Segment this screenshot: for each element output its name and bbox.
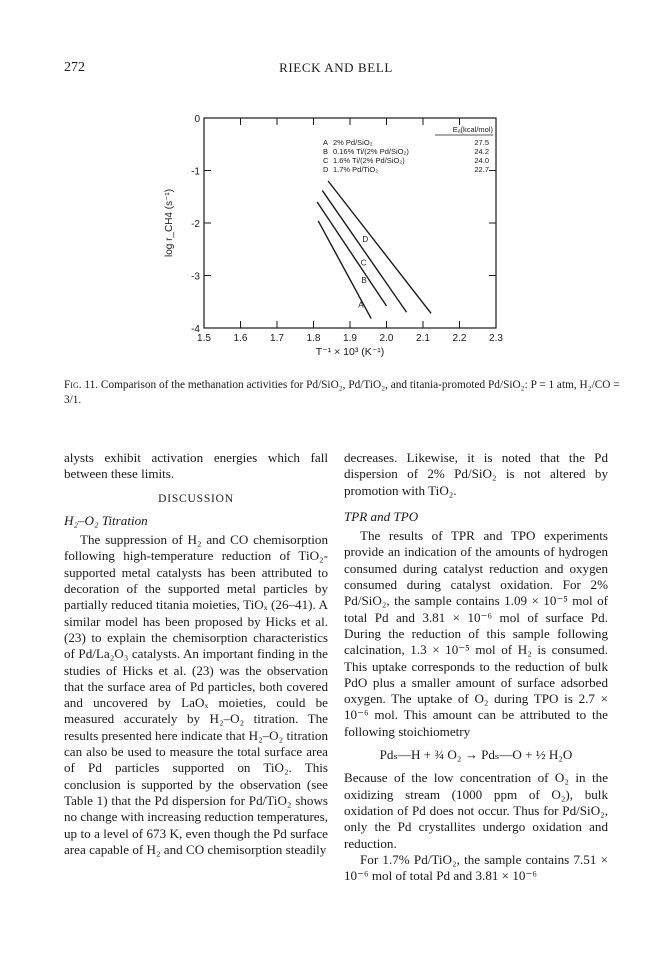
right-column <box>344 450 608 884</box>
series-letter-d: D <box>362 234 369 244</box>
x-axis-label: T⁻¹ × 10³ (K⁻¹) <box>315 346 385 358</box>
chart-legend <box>323 125 493 174</box>
legend-letter: A <box>323 138 329 147</box>
left-column <box>64 450 328 858</box>
series-lines <box>317 181 431 319</box>
right-intro-paragraph: decreases. Likewise, it is noted that the Pd dispersion of 2% Pd/SiO₂ is not altered by promotion with TiO₂. <box>344 450 608 498</box>
legend-series-name: 1.7% Pd/TiO₂ <box>333 165 379 174</box>
legend-series-name: 1.6% Ti/(2% Pd/SiO₂) <box>333 156 405 165</box>
x-tick-label: 2.2 <box>452 333 467 344</box>
y-tick-label: 0 <box>194 114 200 125</box>
left-intro-paragraph: alysts exhibit activation energies which fall between these limits. <box>64 450 328 482</box>
legend-activation-energy: 24.2 <box>474 147 489 156</box>
x-tick-label: 1.5 <box>197 333 211 344</box>
legend-activation-energy: 22.7 <box>474 165 489 174</box>
legend-header: Eₐ(kcal/mol) <box>452 125 493 134</box>
y-tick-label: -1 <box>191 166 200 178</box>
y-axis-label: log r_CH4 (s⁻¹) <box>164 188 175 258</box>
pd-tio2-paragraph: For 1.7% Pd/TiO₂, the sample contains 7.51 × 10⁻⁶ mol of total Pd and 3.81 × 10⁻⁶ <box>344 851 608 884</box>
series-line-b <box>317 202 386 306</box>
series-line-d <box>328 181 431 313</box>
page-number: 272 <box>64 60 85 75</box>
x-tick-label: 1.6 <box>233 333 248 344</box>
legend-series-name: 0.16% Ti/(2% Pd/SiO₂) <box>333 147 409 156</box>
section-heading-discussion: DISCUSSION <box>158 492 234 505</box>
arrhenius-chart <box>150 100 530 370</box>
legend-letter: C <box>323 156 329 165</box>
figure-label: Fig. 11. <box>64 379 99 391</box>
subsection-heading-tpr-tpo: TPR and TPO <box>344 508 419 524</box>
x-tick-label: 2.3 <box>489 333 503 344</box>
oxidation-paragraph: Because of the low concentration of O₂ in the oxidizing stream (1000 ppm of O₂), bulk oxidation of Pd does not occur. Thus for Pd/SiO₂, only the Pd crystallites undergo oxidation and reduction. <box>344 770 608 851</box>
stoichiometry-equation: Pdₛ—H + ¾ O₂ → Pdₛ—O + ½ H₂O <box>379 747 573 763</box>
figure-caption <box>64 378 624 408</box>
tpr-paragraph: The results of TPR and TPO experiments provide an indication of the amounts of hydrogen consumed during catalyst reduction and oxygen consumed during catalyst oxidation. For 2% Pd/SiO₂, the sample contains 1.09 × 10⁻⁵ mol of total Pd and 3.81 × 10⁻⁶ mol of surface Pd. During the reduction of this sample following calcination, 1.3 × 10⁻⁵ mol of H₂ is consumed. This uptake corresponds to the reduction of bulk PdO plus a smaller amount of surface adsorbed oxygen. The uptake of O₂ during TPO is 2.7 × 10⁻⁶ mol. This amount can be attributed to the following stoichiometry <box>344 528 608 739</box>
x-tick-label: 1.7 <box>270 333 284 344</box>
figure-caption-text: Comparison of the methanation activities for Pd/SiO₂, Pd/TiO₂, and titania-promoted Pd/SiO₂: P = 1 atm, H₂/CO = 3/1. <box>64 379 620 406</box>
legend-activation-energy: 27.5 <box>474 138 489 147</box>
x-tick-label: 1.9 <box>343 333 357 344</box>
series-letter-c: C <box>360 258 367 268</box>
running-head: RIECK AND BELL <box>279 60 393 75</box>
x-tick-label: 2.1 <box>416 333 430 344</box>
series-letter-a: A <box>358 300 364 310</box>
page-header <box>0 60 672 84</box>
legend-series-name: 2% Pd/SiO₂ <box>333 138 373 147</box>
legend-letter: B <box>323 147 329 156</box>
legend-letter: D <box>323 165 329 174</box>
y-tick-label: -3 <box>191 271 200 283</box>
subsection-heading-titration: H₂–O₂ Titration <box>64 512 148 528</box>
x-tick-label: 2.0 <box>379 333 394 344</box>
titration-paragraph: The suppression of H₂ and CO chemisorption following high-temperature reduction of TiO₂-supported metal catalysts has been attributed to decoration of the supported metal particles by partially reduced titania moieties, TiOₓ (26–41). A similar model has been proposed by Hicks et al. (23) to explain the chemisorption characteristics of Pd/La₂O₃ catalysts. An important finding in the studies of Hicks et al. (23) was the observation that the surface area of Pd particles, both covered and uncovered by LaOₓ moieties, could be measured accurately by H₂–O₂ titration. The results presented here indicate that H₂–O₂ titration can also be used to measure the total surface area of Pd particles supported on TiO₂. This conclusion is supported by the observation (see Table 1) that the Pd dispersion for Pd/TiO₂ shows no change with increasing reduction temperatures, up to a level of 673 K, even though the Pd surface area capable of H₂ and CO chemisorption steadily <box>64 532 328 857</box>
legend-activation-energy: 24.0 <box>474 156 489 165</box>
y-tick-label: -4 <box>191 324 200 335</box>
x-tick-label: 1.8 <box>306 333 321 344</box>
y-tick-label: -2 <box>191 219 200 230</box>
series-letter-b: B <box>361 275 367 285</box>
